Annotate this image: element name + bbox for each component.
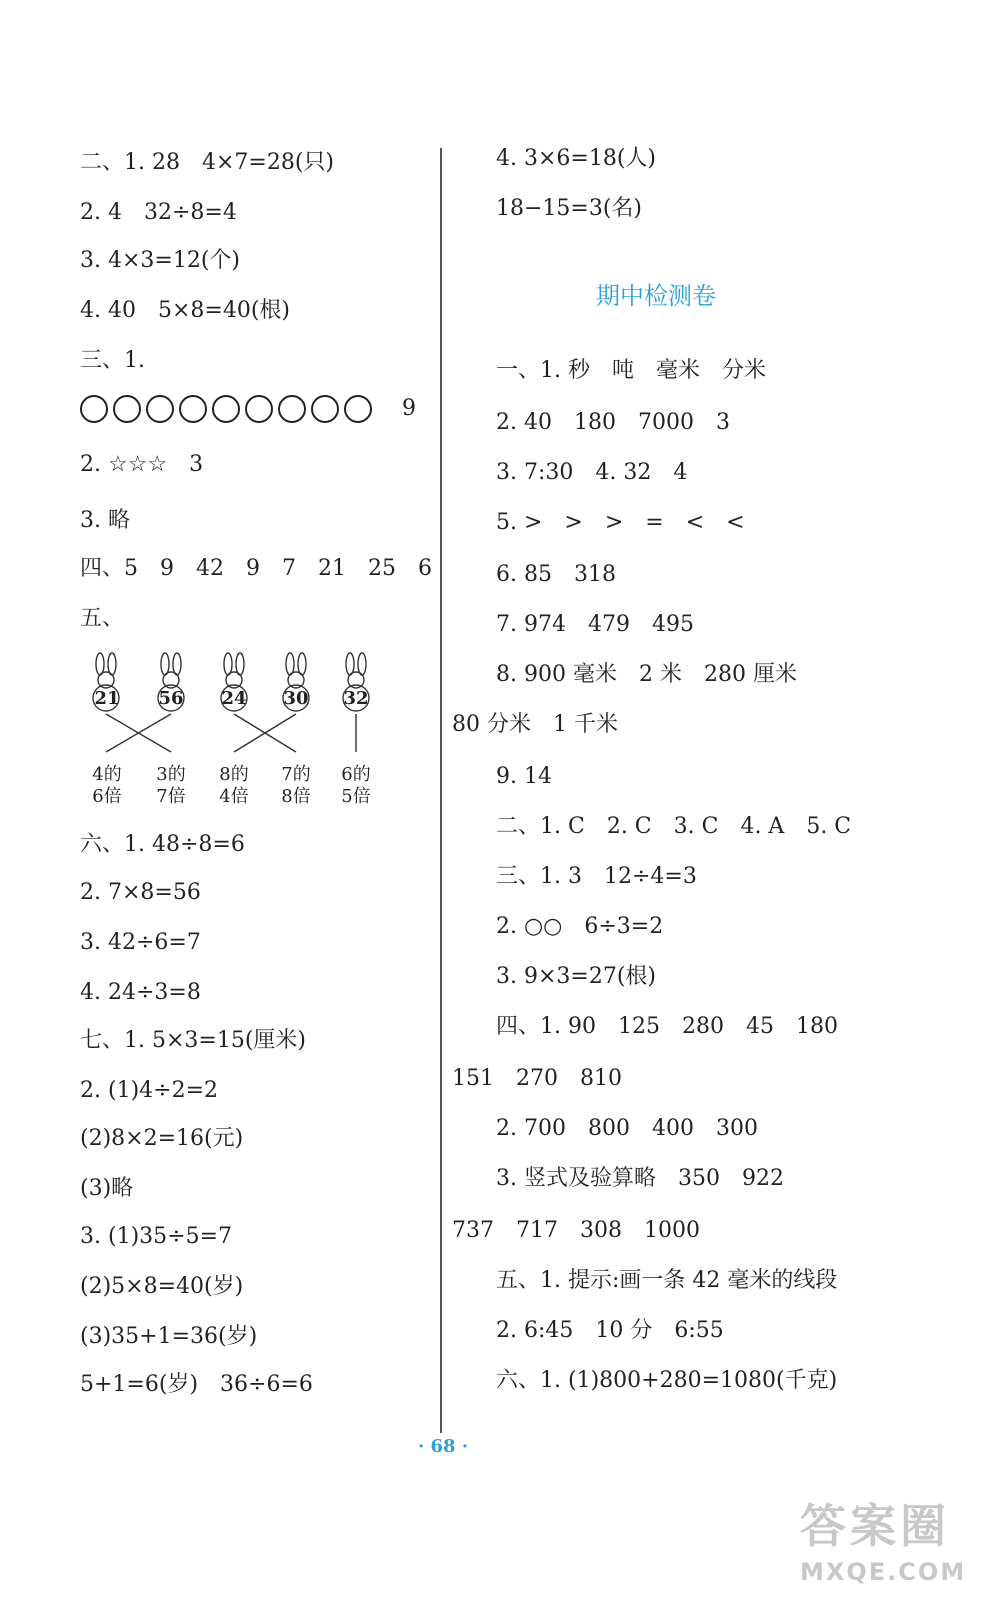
rabbit-number: 24 xyxy=(221,688,247,709)
answer-line: (2)8×2=16(元) xyxy=(80,1126,244,1151)
answer-line: 2. ○○ 6÷3=2 xyxy=(496,914,664,939)
answer-line: 9. 14 xyxy=(496,764,552,789)
answer-line: 三、1. 3 12÷4=3 xyxy=(496,864,697,889)
rabbit-number: 30 xyxy=(283,688,309,709)
answer-line: 2. 40 180 7000 3 xyxy=(496,410,730,435)
circles-row xyxy=(80,394,421,424)
answer-line: 2. 6:45 10 分 6:55 xyxy=(496,1318,724,1343)
circle-icon xyxy=(179,395,207,423)
answer-line: 七、1. 5×3=15(厘米) xyxy=(80,1028,307,1053)
answer-line: 4. 40 5×8=40(根) xyxy=(80,298,290,323)
answer-line: 六、1. (1)800+280=1080(千克) xyxy=(496,1368,838,1393)
label-line: 7倍 xyxy=(156,786,186,807)
rabbit-number: 32 xyxy=(343,688,369,709)
answer-line: 2. ☆☆☆ 3 xyxy=(80,452,204,477)
answer-line: 3. 4×3=12(个) xyxy=(80,248,241,273)
label-line: 6的 xyxy=(341,764,371,785)
answer-line: (3)35+1=36(岁) xyxy=(80,1324,258,1349)
answer-line: 7. 974 479 495 xyxy=(496,612,694,637)
label-line: 8倍 xyxy=(281,786,311,807)
answer-line: 5+1=6(岁) 36÷6=6 xyxy=(80,1372,313,1397)
answer-line: 4. 24÷3=8 xyxy=(80,980,201,1005)
answer-line: 3. 略 xyxy=(80,508,130,533)
answer-line: 2. 7×8=56 xyxy=(80,880,201,905)
multiple-label xyxy=(333,764,379,808)
label-line: 5倍 xyxy=(341,786,371,807)
label-line: 8的 xyxy=(219,764,249,785)
circle-icon xyxy=(344,395,372,423)
watermark-logo: 答案圈 MXQE.COM xyxy=(800,1499,967,1586)
rabbit-number: 56 xyxy=(158,688,184,709)
circle-icon xyxy=(278,395,306,423)
multiple-label xyxy=(148,764,194,808)
column-divider xyxy=(440,148,442,1433)
section-title: 期中检测卷 xyxy=(596,282,716,310)
answer-line: 四、1. 90 125 280 45 180 xyxy=(496,1014,838,1039)
label-line: 4的 xyxy=(92,764,122,785)
circle-icon xyxy=(212,395,240,423)
multiple-label xyxy=(211,764,257,808)
answer-line: 3. (1)35÷5=7 xyxy=(80,1224,233,1249)
rabbit-number: 21 xyxy=(94,688,120,709)
label-line: 7的 xyxy=(281,764,311,785)
answer-line: 五、1. 提示:画一条 42 毫米的线段 xyxy=(496,1268,838,1293)
answer-line: 151 270 810 xyxy=(452,1066,622,1091)
answer-line: 二、1. 28 4×7=28(只) xyxy=(80,150,334,175)
circle-icon xyxy=(113,395,141,423)
answer-line: 3. 9×3=27(根) xyxy=(496,964,657,989)
answer-line: 18−15=3(名) xyxy=(496,196,643,221)
page-number: · 68 · xyxy=(418,1436,469,1457)
answer-line: 5. > > > = < < xyxy=(496,510,745,535)
label-line: 6倍 xyxy=(92,786,122,807)
answer-line: 2. (1)4÷2=2 xyxy=(80,1078,219,1103)
answer-line: 2. 700 800 400 300 xyxy=(496,1116,758,1141)
rabbit-matching-diagram xyxy=(84,652,394,812)
answer-line: 4. 3×6=18(人) xyxy=(496,146,657,171)
answer-line: 737 717 308 1000 xyxy=(452,1218,700,1243)
label-line: 3的 xyxy=(156,764,186,785)
answer-line: (2)5×8=40(岁) xyxy=(80,1274,244,1299)
circle-icon xyxy=(146,395,174,423)
answer-line: 3. 7:30 4. 32 4 xyxy=(496,460,688,485)
multiple-label xyxy=(84,764,130,808)
circle-icon xyxy=(311,395,339,423)
answer-line: 四、5 9 42 9 7 21 25 6 xyxy=(80,556,432,581)
circle-icon xyxy=(80,395,108,423)
answer-line: 6. 85 318 xyxy=(496,562,616,587)
circles-count: 9 xyxy=(402,396,416,421)
answer-line: 2. 4 32÷8=4 xyxy=(80,200,237,225)
answer-line: 8. 900 毫米 2 米 280 厘米 xyxy=(496,662,797,687)
answer-line: 3. 竖式及验算略 350 922 xyxy=(496,1166,784,1191)
answer-line: 一、1. 秒 吨 毫米 分米 xyxy=(496,358,766,383)
label-line: 4倍 xyxy=(219,786,249,807)
answer-line: 五、 xyxy=(80,606,125,631)
answer-line: 3. 42÷6=7 xyxy=(80,930,201,955)
answer-line: 六、1. 48÷8=6 xyxy=(80,832,245,857)
circle-icon xyxy=(245,395,273,423)
answer-line: 80 分米 1 千米 xyxy=(452,712,618,737)
answer-line: 二、1. C 2. C 3. C 4. A 5. C xyxy=(496,814,852,839)
multiple-label xyxy=(273,764,319,808)
answer-line: (3)略 xyxy=(80,1176,134,1201)
answer-line: 三、1. xyxy=(80,348,145,373)
